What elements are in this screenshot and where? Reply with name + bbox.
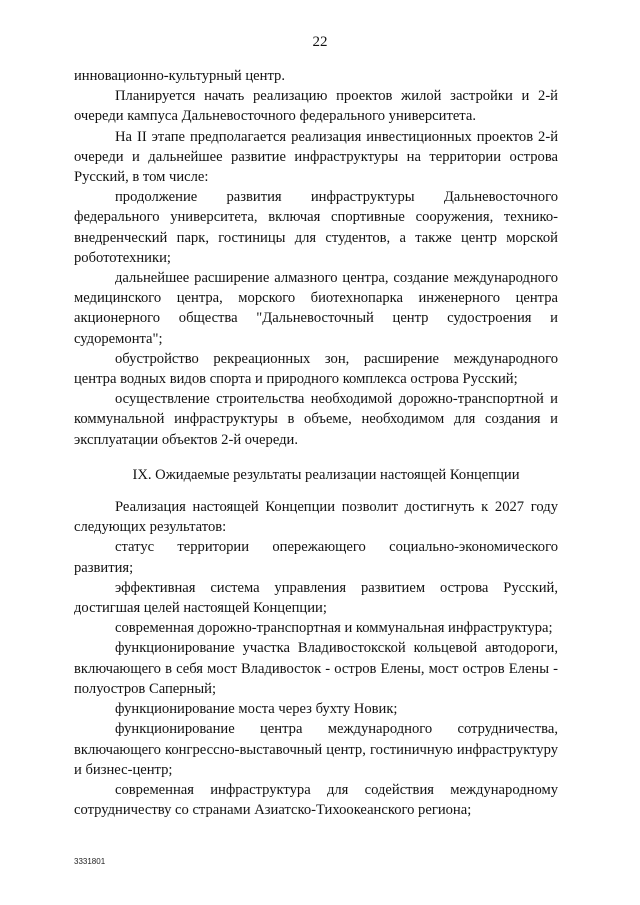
- list-item: функционирование участка Владивостокской кольцевой автодороги, включающего в себя мост Владивосток - остров Елены, мост остров Елены - полуостров Саперный;: [74, 640, 558, 697]
- paragraph: обустройство рекреационных зон, расширение международного центра водных видов спорта и природного комплекса острова Русский;: [74, 350, 558, 388]
- paragraph: инновационно-культурный центр.: [74, 68, 285, 84]
- page-number: 22: [312, 34, 328, 50]
- document-body: [74, 66, 558, 820]
- paragraph: Реализация настоящей Концепции позволит достигнуть к 2027 году следующих результатов:: [74, 499, 558, 536]
- list-item: функционирование центра международного сотрудничества, включающего конгрессно-выставочный центр, гостиничную инфраструктуру и бизнес-центр;: [74, 721, 558, 778]
- section-heading: IX. Ожидаемые результаты реализации настоящей Концепции: [132, 466, 520, 483]
- paragraph: дальнейшее расширение алмазного центра, создание международного медицинского центра, морского биотехнопарка инженерного центра акционерного общества "Дальневосточный центр судостроения и судоремонта";: [74, 270, 558, 347]
- paragraph: продолжение развития инфраструктуры Дальневосточного федерального университета, включая спортивные сооружения, технико-внедренческий парк, гостиницы для студентов, а также центр морской робототехники;: [74, 189, 558, 266]
- list-item: статус территории опережающего социально-экономического развития;: [74, 539, 558, 576]
- paragraph: На II этапе предполагается реализация инвестиционных проектов 2-й очереди и дальнейшее развитие инфраструктуры на территории острова Русский, в том числе:: [74, 128, 558, 186]
- paragraph: осуществление строительства необходимой дорожно-транспортной и коммунальной инфраструктуры в объеме, необходимом для создания и эксплуатации объектов 2-й очереди.: [74, 391, 558, 448]
- document-code: 3331801: [74, 857, 106, 866]
- list-item: современная дорожно-транспортная и коммунальная инфраструктура;: [115, 620, 553, 637]
- list-item: функционирование моста через бухту Новик;: [115, 701, 398, 718]
- list-item: эффективная система управления развитием острова Русский, достигшая целей настоящей Концепции;: [74, 579, 558, 617]
- list-item: современная инфраструктура для содействия международному сотрудничеству со странами Азиатско-Тихоокеанского региона;: [74, 781, 558, 819]
- paragraph: Планируется начать реализацию проектов жилой застройки и 2-й очереди кампуса Дальневосточного федерального университета.: [74, 88, 558, 125]
